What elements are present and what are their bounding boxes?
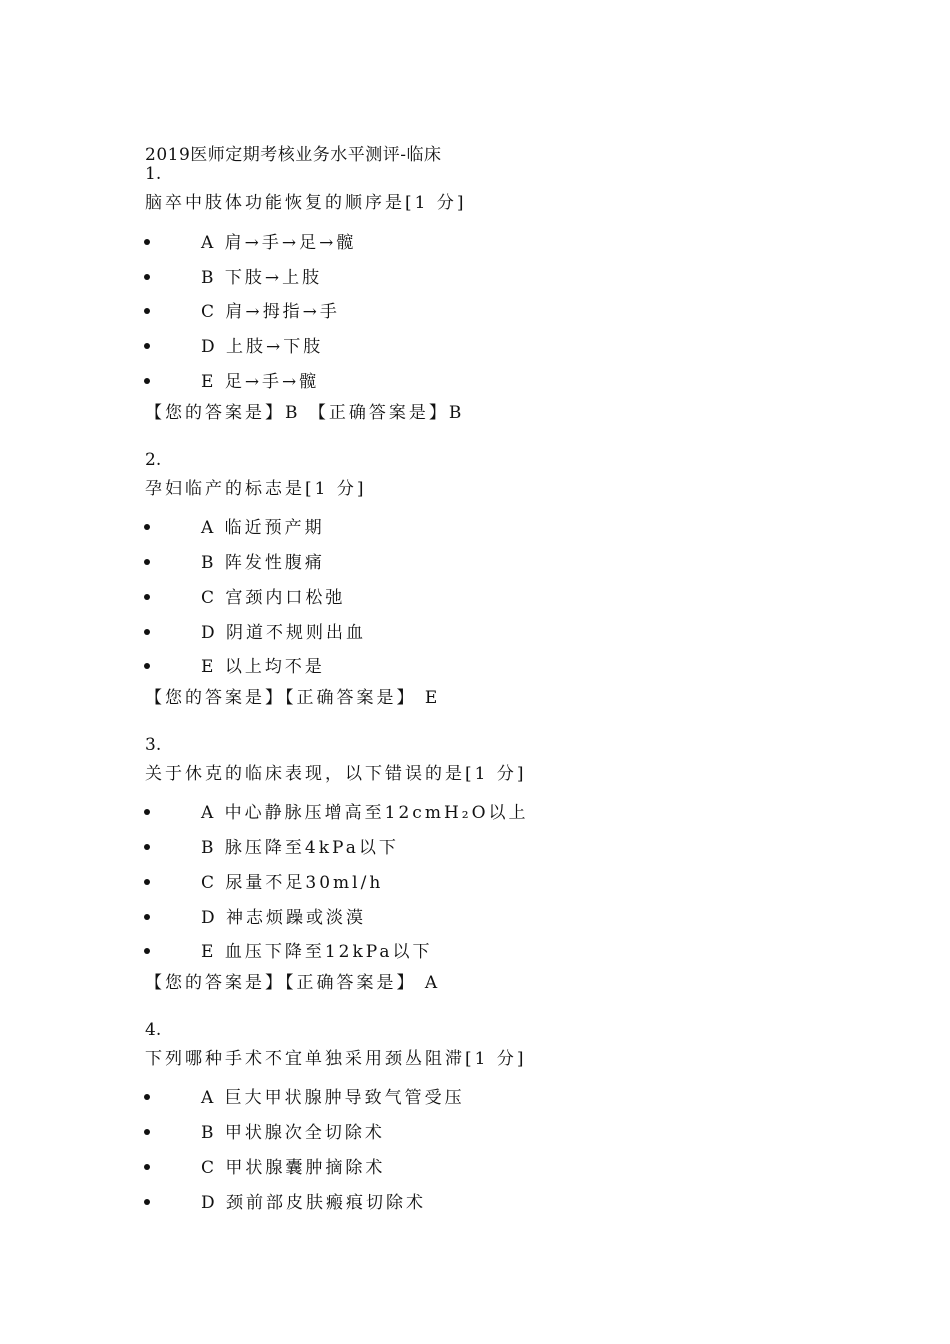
question-1-number: 1. [145, 164, 162, 184]
bullet-icon [144, 879, 150, 885]
question-4-option-d [140, 1188, 840, 1214]
question-4-option-c [140, 1153, 840, 1179]
question-2-text: 孕妇临产的标志是[1 分] [145, 479, 367, 499]
document-title: 2019医师定期考核业务水平测评-临床 [145, 145, 442, 165]
question-2-option-e [140, 652, 840, 678]
option-label: B 阵发性腹痛 [201, 553, 325, 573]
question-3-number: 3. [145, 735, 162, 755]
bullet-icon [144, 844, 150, 850]
question-2-option-c [140, 583, 840, 609]
bullet-icon [144, 559, 150, 565]
question-4-text: 下列哪种手术不宜单独采用颈丛阻滞[1 分] [145, 1049, 527, 1069]
question-3-option-b [140, 833, 840, 859]
option-label: E 血压下降至12kPa以下 [201, 942, 433, 962]
option-label: D 神志烦躁或淡漠 [201, 908, 367, 928]
option-label: A 巨大甲状腺肿导致气管受压 [201, 1088, 465, 1108]
bullet-icon [144, 1094, 150, 1100]
option-label: E 以上均不是 [201, 657, 325, 677]
option-label: C 尿量不足30ml/h [201, 873, 384, 893]
question-3-option-e [140, 937, 840, 963]
question-2-option-b [140, 548, 840, 574]
question-3-option-c [140, 868, 840, 894]
option-label: C 宫颈内口松弛 [201, 588, 346, 608]
question-3-option-d [140, 903, 840, 929]
bullet-icon [144, 914, 150, 920]
bullet-icon [144, 1129, 150, 1135]
question-1-option-e [140, 367, 840, 393]
option-label: D 阴道不规则出血 [201, 623, 367, 643]
question-3-text: 关于休克的临床表现，以下错误的是[1 分] [145, 764, 527, 784]
bullet-icon [144, 524, 150, 530]
option-label: C 甲状腺囊肿摘除术 [201, 1158, 386, 1178]
option-label: B 脉压降至4kPa以下 [201, 838, 399, 858]
bullet-icon [144, 594, 150, 600]
option-label: E 足→手→髋 [201, 372, 320, 392]
option-label: A 临近预产期 [201, 518, 325, 538]
question-2-answer: 【您的答案是】【正确答案是】 E [145, 688, 441, 708]
question-1-text: 脑卒中肢体功能恢复的顺序是[1 分] [145, 193, 467, 213]
question-4-option-a [140, 1083, 840, 1109]
bullet-icon [144, 239, 150, 245]
bullet-icon [144, 663, 150, 669]
question-2-option-d [140, 618, 840, 644]
option-label: A 肩→手→足→髋 [201, 233, 357, 253]
bullet-icon [144, 343, 150, 349]
option-label: D 上肢→下肢 [201, 337, 324, 357]
question-4-option-b [140, 1118, 840, 1144]
bullet-icon [144, 274, 150, 280]
bullet-icon [144, 1199, 150, 1205]
bullet-icon [144, 629, 150, 635]
option-label: B 甲状腺次全切除术 [201, 1123, 385, 1143]
question-3-option-a [140, 798, 840, 824]
question-1-option-a [140, 228, 840, 254]
option-label: B 下肢→上肢 [201, 268, 323, 288]
question-2-number: 2. [145, 450, 162, 470]
bullet-icon [144, 378, 150, 384]
bullet-icon [144, 948, 150, 954]
question-1-answer: 【您的答案是】B 【正确答案是】B [145, 403, 465, 423]
question-1-option-c [140, 297, 840, 323]
question-1-option-d [140, 332, 840, 358]
option-label: D 颈前部皮肤瘢痕切除术 [201, 1193, 427, 1213]
question-3-answer: 【您的答案是】【正确答案是】 A [145, 973, 441, 993]
bullet-icon [144, 1164, 150, 1170]
bullet-icon [144, 308, 150, 314]
question-2-option-a [140, 513, 840, 539]
question-4-number: 4. [145, 1020, 162, 1040]
question-1-option-b [140, 263, 840, 289]
bullet-icon [144, 809, 150, 815]
option-label: A 中心静脉压增高至12cmH₂O以上 [201, 803, 529, 823]
option-label: C 肩→拇指→手 [201, 302, 340, 322]
